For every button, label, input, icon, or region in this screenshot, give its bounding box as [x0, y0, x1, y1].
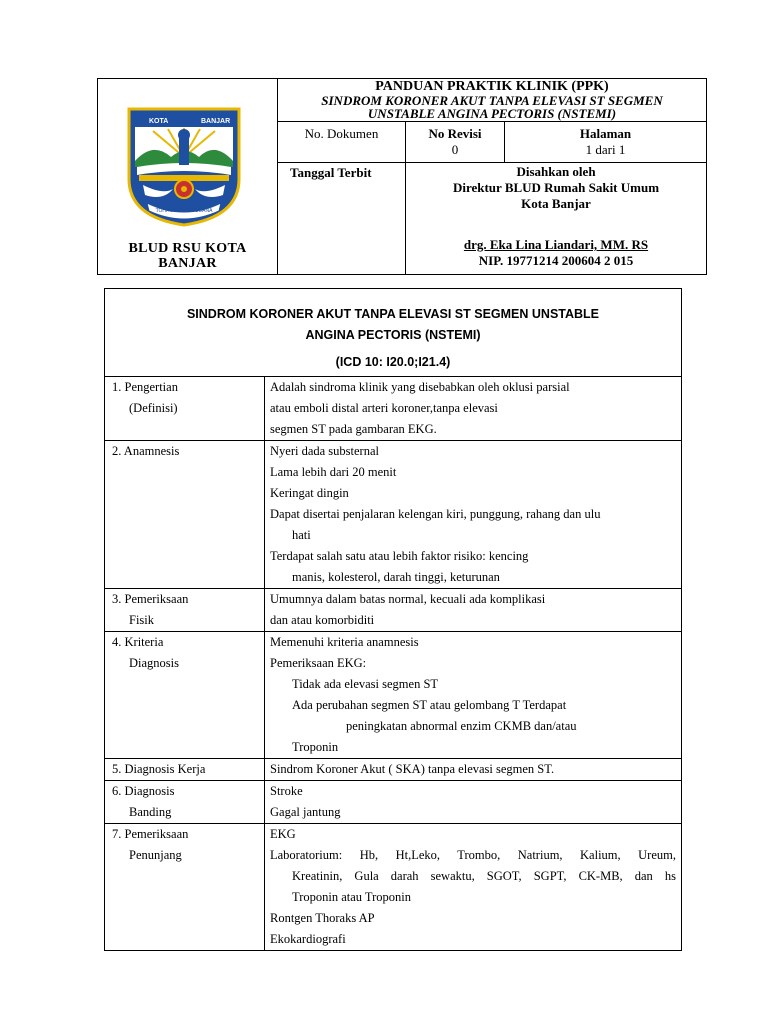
- logo-text-right: BANJAR: [201, 118, 231, 125]
- tanggal-terbit-cell: [278, 163, 406, 275]
- diagnosis-kerja-line: Sindrom Koroner Akut ( SKA) tanpa elevasi segmen ST.: [270, 762, 555, 776]
- ppk-content-table: [104, 288, 682, 951]
- pemeriksaan-penunjang-line: Rontgen Thoraks AP: [270, 911, 375, 925]
- pemeriksaan-penunjang-sublabel: Penunjang: [129, 848, 182, 862]
- row-label: [105, 441, 265, 589]
- row-label: [105, 377, 265, 441]
- anamnesis-line: Dapat disertai penjalaran kelengan kiri, punggung, rahang dan ulu: [270, 507, 601, 521]
- ppk-header-table: [97, 78, 707, 275]
- pemeriksaan-penunjang-line: Ekokardiografi: [270, 932, 346, 946]
- anamnesis-line: manis, kolesterol, darah tinggi, keturunan: [292, 570, 500, 584]
- logo-motto: TOHAGA BAGJA BUANA: [155, 208, 213, 214]
- table-row: [105, 589, 682, 632]
- diagnosis-banding-line: Stroke: [270, 784, 303, 798]
- table-row: [105, 377, 682, 441]
- pemeriksaan-fisik-line: Umumnya dalam batas normal, kecuali ada komplikasi: [270, 592, 546, 606]
- director-name: drg. Eka Lina Liandari, MM. RS: [463, 237, 649, 252]
- hospital-name: BLUD RSU KOTA BANJAR: [128, 241, 247, 271]
- pemeriksaan-fisik-sublabel: Fisik: [129, 613, 155, 627]
- document-type-title: PANDUAN PRAKTIK KLINIK (PPK): [375, 79, 609, 94]
- row-label: [105, 759, 265, 781]
- kriteria-diagnosis-line: Pemeriksaan EKG:: [270, 656, 367, 670]
- diagnosis-banding-sublabel: Banding: [129, 805, 172, 819]
- no-dokumen-label: No. Dokumen: [304, 126, 379, 141]
- row-label: [105, 632, 265, 759]
- row-label: [105, 781, 265, 824]
- kriteria-diagnosis-line: Tidak ada elevasi segmen ST: [292, 677, 439, 691]
- document-subtitle-line2: UNSTABLE ANGINA PECTORIS (NSTEMI): [367, 106, 617, 121]
- no-revisi-cell: [406, 122, 505, 163]
- kriteria-diagnosis-line: peningkatan abnormal enzim CKMB dan/atau: [346, 719, 577, 733]
- row-value: [265, 759, 682, 781]
- row-value: [265, 781, 682, 824]
- logo-cell: [98, 79, 278, 275]
- pemeriksaan-penunjang-line: Troponin atau Troponin: [292, 890, 412, 904]
- content-title-line1: SINDROM KORONER AKUT TANPA ELEVASI ST SEGMEN UNSTABLE: [186, 307, 600, 321]
- pemeriksaan-penunjang-line: Kreatinin, Gula darah sewaktu, SGOT, SGPT, CK-MB, dan hs: [292, 869, 676, 883]
- pengertian-line: Adalah sindroma klinik yang disebabkan oleh oklusi parsial: [270, 380, 570, 394]
- document-subtitle-line1: SINDROM KORONER AKUT TANPA ELEVASI ST SEGMEN: [321, 93, 663, 108]
- kriteria-diagnosis-sublabel: Diagnosis: [129, 656, 179, 670]
- pemeriksaan-fisik-line: dan atau komorbiditi: [270, 613, 375, 627]
- diagnosis-kerja-label: 5. Diagnosis Kerja: [112, 762, 206, 776]
- pemeriksaan-penunjang-label: 7. Pemeriksaan: [112, 827, 189, 841]
- kriteria-diagnosis-label: 4. Kriteria: [112, 635, 164, 649]
- tanggal-terbit-label: Tanggal Terbit: [290, 165, 372, 180]
- kriteria-diagnosis-line: Troponin: [292, 740, 339, 754]
- content-title-cell: [105, 289, 682, 377]
- row-value: [265, 589, 682, 632]
- pemeriksaan-penunjang-line: EKG: [270, 827, 296, 841]
- pengertian-sublabel: (Definisi): [129, 401, 178, 415]
- anamnesis-line: Keringat dingin: [270, 486, 349, 500]
- table-row: [105, 759, 682, 781]
- anamnesis-line: Lama lebih dari 20 menit: [270, 465, 397, 479]
- anamnesis-label: 2. Anamnesis: [112, 444, 180, 458]
- table-row: [105, 632, 682, 759]
- no-revisi-label: No Revisi: [428, 126, 482, 141]
- kriteria-diagnosis-line: Memenuhi kriteria anamnesis: [270, 635, 419, 649]
- table-row: [105, 824, 682, 951]
- table-row: [105, 781, 682, 824]
- table-row: [105, 441, 682, 589]
- halaman-value: 1 dari 1: [585, 142, 626, 157]
- document-title-cell: [278, 79, 707, 122]
- pengertian-line: segmen ST pada gambaran EKG.: [270, 422, 437, 436]
- director-nip: NIP. 19771214 200604 2 015: [478, 253, 634, 268]
- halaman-cell: [505, 122, 707, 163]
- row-value: [265, 824, 682, 951]
- no-dokumen-cell: [278, 122, 406, 163]
- halaman-label: Halaman: [579, 126, 632, 141]
- diagnosis-banding-label: 6. Diagnosis: [112, 784, 175, 798]
- kota-banjar-crest-icon: [123, 105, 245, 231]
- disahkan-label: Disahkan oleh: [516, 164, 596, 179]
- icd-code: (ICD 10: I20.0;I21.4): [335, 355, 451, 369]
- pengertian-line: atau emboli distal arteri koroner,tanpa elevasi: [270, 401, 498, 415]
- row-value: [265, 441, 682, 589]
- director-title: Direktur BLUD Rumah Sakit Umum: [452, 180, 660, 195]
- pemeriksaan-fisik-label: 3. Pemeriksaan: [112, 592, 189, 606]
- row-label: [105, 824, 265, 951]
- content-title-line2: ANGINA PECTORIS (NSTEMI): [305, 328, 481, 342]
- anamnesis-line: hati: [292, 528, 311, 542]
- pemeriksaan-penunjang-line: Laboratorium: Hb, Ht,Leko, Trombo, Natrium, Kalium, Ureum,: [270, 848, 676, 862]
- pengertian-label: 1. Pengertian: [112, 380, 178, 394]
- director-city: Kota Banjar: [521, 196, 591, 211]
- diagnosis-banding-line: Gagal jantung: [270, 805, 341, 819]
- row-value: [265, 632, 682, 759]
- anamnesis-line: Nyeri dada substernal: [270, 444, 379, 458]
- disahkan-cell: [406, 163, 707, 275]
- kriteria-diagnosis-line: Ada perubahan segmen ST atau gelombang T Terdapat: [292, 698, 567, 712]
- no-revisi-value: 0: [451, 142, 459, 157]
- row-label: [105, 589, 265, 632]
- anamnesis-line: Terdapat salah satu atau lebih faktor risiko: kencing: [270, 549, 529, 563]
- logo-text-left: KOTA: [149, 118, 169, 125]
- row-value: [265, 377, 682, 441]
